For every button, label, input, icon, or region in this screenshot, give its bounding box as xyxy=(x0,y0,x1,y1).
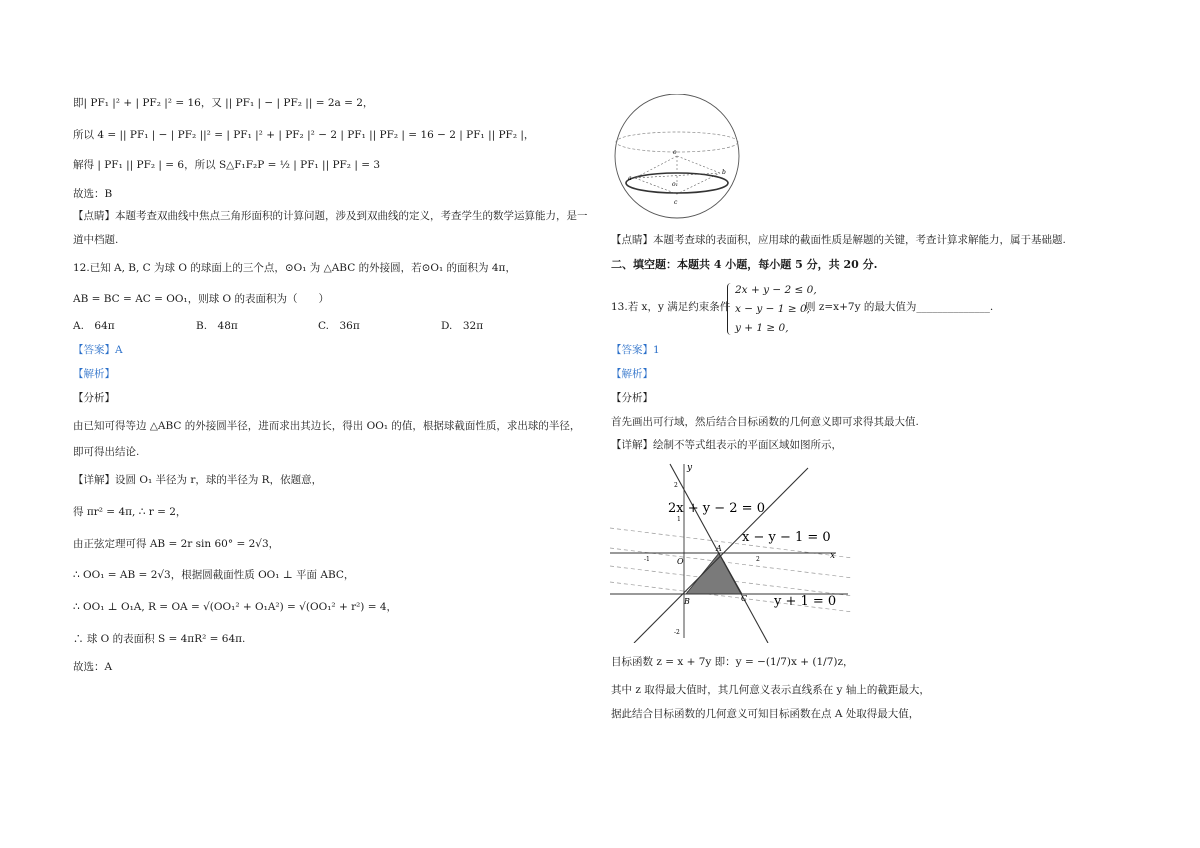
text-line: 故选：A xyxy=(73,661,113,673)
analysis-label: 【解析】 xyxy=(73,368,115,380)
sphere-label-b: b xyxy=(722,169,726,176)
feasible-region xyxy=(686,553,742,594)
text-line: 【点睛】本题考查双曲线中焦点三角形面积的计算问题，涉及到双曲线的定义，考查学生的数学运算能力，是一 xyxy=(73,210,588,222)
x-axis-label: x xyxy=(830,551,836,561)
tick-y-neg2: -2 xyxy=(674,629,680,636)
text-line: 得 πr² = 4π, ∴ r = 2， xyxy=(73,506,187,518)
text-line: 解得 | PF₁ || PF₂ | = 6，所以 S△F₁F₂P = ½ | PF₁ || PF₂ | = 3 xyxy=(73,159,381,171)
brace xyxy=(727,283,734,335)
text-line: 其中 z 取得最大值时，其几何意义表示直线系在 y 轴上的截距最大， xyxy=(611,684,930,696)
option-a: A. 64π xyxy=(73,320,115,332)
label-y-plus-1: y + 1 = 0 xyxy=(774,594,837,609)
point-a-label: A xyxy=(716,544,722,553)
sphere-label-c: c xyxy=(674,199,678,206)
text-line: 目标函数 z = x + 7y 即：y = −(1/7)x + (1/7)z， xyxy=(611,656,854,668)
label-x-minus-y: x − y − 1 = 0 xyxy=(742,530,831,545)
tick-x-neg1: -1 xyxy=(644,556,650,563)
point-c-label: C xyxy=(741,594,748,603)
sphere-label-o: o xyxy=(673,149,677,156)
tick-y-1: 1 xyxy=(677,516,681,523)
question-13-prefix: 13.若 x，y 满足约束条件 xyxy=(611,301,731,313)
point-b-label: B xyxy=(684,597,690,606)
fenxi-label: 【分析】 xyxy=(611,392,653,404)
text-line: 【详解】设圆 O₁ 半径为 r，球的半径为 R，依题意， xyxy=(73,474,323,486)
text-line: 由已知可得等边 △ABC 的外接圆半径，进而求出其边长，得出 OO₁ 的值，根据球截面性质，求出球的半径， xyxy=(73,420,581,432)
question-13-suffix: 则 z=x+7y 的最大值为______________. xyxy=(805,301,994,313)
text-line: 故选：B xyxy=(73,188,113,200)
text-line: 据此结合目标函数的几何意义可知目标函数在点 A 处取得最大值， xyxy=(611,708,920,720)
sphere-label-o1: o₁ xyxy=(672,181,679,188)
sphere-figure xyxy=(610,94,745,219)
feasible-region-graph xyxy=(608,458,853,643)
fenxi-label: 【分析】 xyxy=(73,392,115,404)
constraint-3: y + 1 ≥ 0, xyxy=(735,322,789,334)
text-line: 即| PF₁ |² + | PF₂ |² = 16，又 || PF₁ | − | PF₂ || = 2a = 2， xyxy=(73,97,374,109)
dianjing-note: 【点睛】本题考查球的表面积，应用球的截面性质是解题的关键，考查计算求解能力，属于基础题. xyxy=(611,234,1066,246)
constraint-1: 2x + y − 2 ≤ 0, xyxy=(735,284,817,296)
tick-y-2: 2 xyxy=(674,482,678,489)
answer-label: 【答案】1 xyxy=(611,344,660,356)
constraint-2: x − y − 1 ≥ 0, xyxy=(735,303,810,315)
text-line: 首先画出可行域，然后结合目标函数的几何意义即可求得其最大值. xyxy=(611,416,919,428)
label-2x-plus-y: 2x + y − 2 = 0 xyxy=(668,501,765,516)
text-line: ∴ OO₁ ⊥ O₁A, R = OA = √(OO₁² + O₁A²) = √(OO₁² + r²) = 4， xyxy=(73,601,398,613)
text-line: 【详解】绘制不等式组表示的平面区域如图所示， xyxy=(611,439,842,451)
text-line: ∴ 球 O 的表面积 S = 4πR² = 64π. xyxy=(73,633,246,645)
question-12: 12.已知 A, B, C 为球 O 的球面上的三个点，⊙O₁ 为 △ABC 的外接圆，若⊙O₁ 的面积为 4π， xyxy=(73,262,516,274)
sphere-label-a: a xyxy=(628,175,632,182)
text-line: 即可得出结论. xyxy=(73,446,140,458)
line-x-minus-y xyxy=(634,468,808,643)
section-title: 二、填空题：本题共 4 小题，每小题 5 分，共 20 分. xyxy=(611,258,878,271)
option-c: C. 36π xyxy=(318,320,360,332)
text-line: ∴ OO₁ = AB = 2√3，根据圆截面性质 OO₁ ⊥ 平面 ABC， xyxy=(73,569,355,581)
text-line: 道中档题. xyxy=(73,234,119,246)
origin-label: O xyxy=(677,557,684,566)
option-b: B. 48π xyxy=(196,320,238,332)
analysis-label: 【解析】 xyxy=(611,368,653,380)
tick-x-2: 2 xyxy=(756,556,760,563)
question-12-line2: AB = BC = AC = OO₁，则球 O 的表面积为（ ） xyxy=(73,293,329,305)
line-2x-plus-y xyxy=(670,464,768,643)
text-line: 所以 4 = || PF₁ | − | PF₂ ||² = | PF₁ |² + | PF₂ |² − 2 | PF₁ || PF₂ | = 16 − 2 | PF₁ || PF₂ |， xyxy=(73,129,535,141)
option-d: D. 32π xyxy=(441,320,484,332)
answer-label: 【答案】A xyxy=(73,344,123,356)
y-axis-label: y xyxy=(687,463,693,473)
text-line: 由正弦定理可得 AB = 2r sin 60° = 2√3， xyxy=(73,538,280,550)
